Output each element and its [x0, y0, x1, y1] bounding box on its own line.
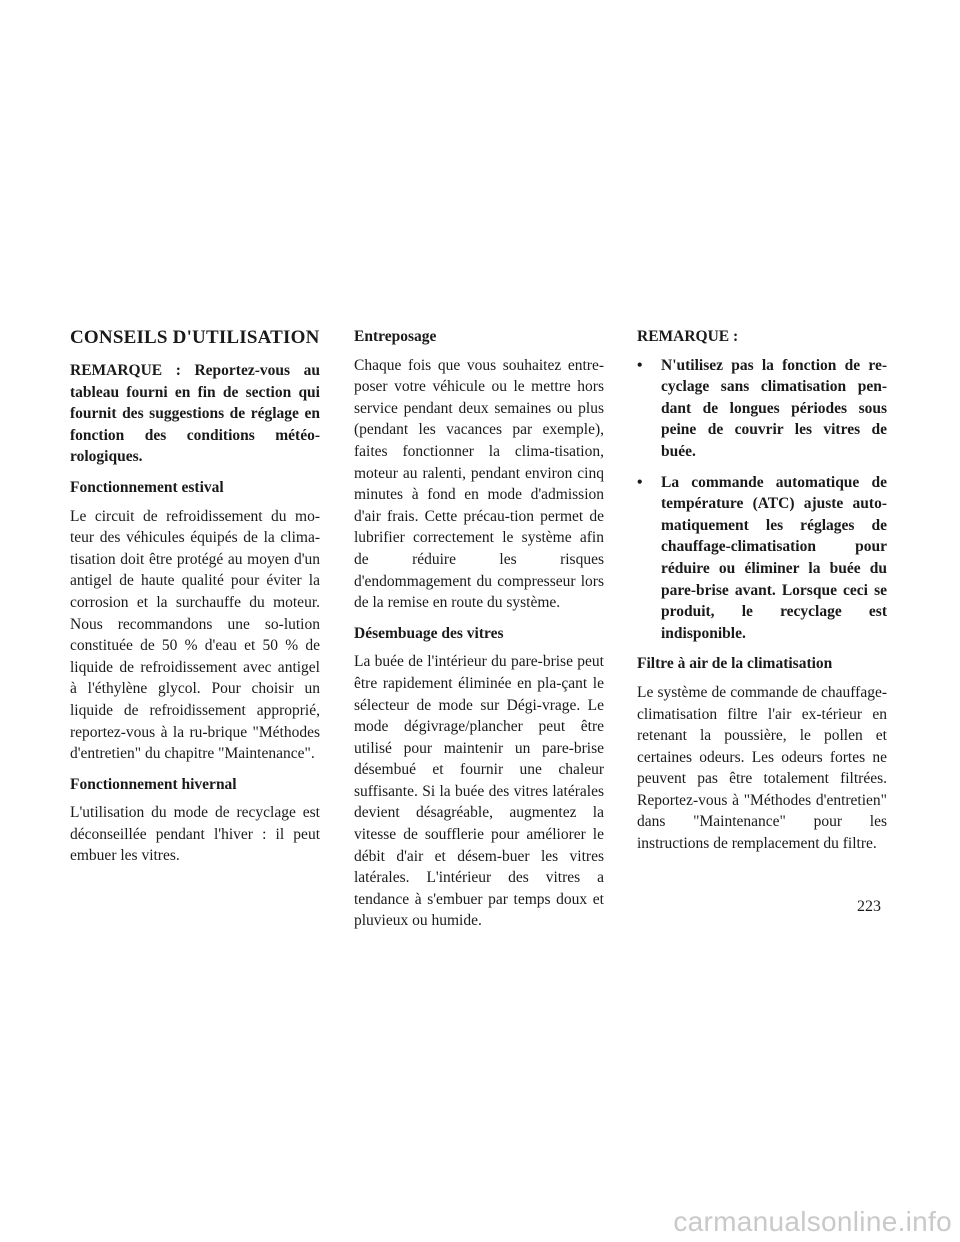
bullet-icon: •: [637, 356, 643, 374]
air-filter-heading: Filtre à air de la climatisation: [637, 655, 833, 673]
bullet-icon: •: [637, 473, 643, 491]
defogging-text: La buée de l'intérieur du pare-brise peut être rapidement éliminée en pla-çant le sélecteur de mode sur Dégi-vrage. Le mode dégivrage/plancher peut être utilisé pour maintenir un pare-brise désembué et fournir une chaleur suffisante. Si la buée des vitres latérales devient désagréable, augmentez la vitesse de soufflerie pour améliorer le débit d'air et désem-buer les vitres latérales. L'intérieur des vitres a tendance à s'embuer par temps doux et pluvieux ou humide.: [354, 653, 604, 930]
storage-heading: Entreposage: [354, 328, 437, 345]
summer-operation-heading: Fonctionnement estival: [70, 478, 224, 496]
winter-operation-heading: Fonctionnement hivernal: [70, 775, 237, 793]
bullet-text: La commande automatique de température (ATC) ajuste auto-matiquement les réglages de chauffage-climatisation pour réduire ou éliminer la buée du pare-brise avant. Lorsque ceci se produit, le recyclage est indisponible.: [661, 473, 887, 642]
winter-operation-text: L'utilisation du mode de recyclage est déconseillée pendant l'hiver : il peut embuer les vitres.: [70, 804, 320, 865]
list-item: [637, 472, 887, 645]
column-middle: [354, 326, 604, 941]
column-left: [70, 326, 320, 876]
remark-label: REMARQUE :: [637, 328, 739, 345]
list-item: [637, 355, 887, 463]
column-right: [637, 326, 887, 864]
remark-note: REMARQUE : Reportez-vous au tableau fourni en fin de section qui fournit des suggestions de réglage en fonction des conditions météo-rologiques.: [70, 362, 320, 466]
section-title: CONSEILS D'UTILISATION: [70, 327, 320, 348]
storage-text: Chaque fois que vous souhaitez entre-poser votre véhicule ou le mettre hors service pendant deux semaines ou plus (pendant les vacances par exemple), faites fonctionner la clima-tisation, moteur au ralenti, pendant environ cinq minutes à fond en mode d'admission d'air frais. Cette précau-tion permet de lubrifier correctement le système afin de réduire les risques d'endommagement du compresseur lors de la remise en route du système.: [354, 356, 604, 612]
summer-operation-text: Le circuit de refroidissement du mo-teur des véhicules équipés de la clima-tisation doit être protégé au moyen d'un antigel de haute qualité pour éviter la corrosion et la surchauffe du moteur. Nous recommandons une so-lution constituée de 50 % d'eau et 50 % de liquide de refroidissement avec antigel à l'éthylène glycol. Pour choisir un liquide de refroidissement approprié, reportez-vous à la ru-brique "Méthodes d'entretien" du chapitre "Maintenance".: [70, 507, 320, 763]
air-filter-text: Le système de commande de chauffage-climatisation filtre l'air ex-térieur en retenant la poussière, le pollen et certaines odeurs. Les odeurs fortes ne peuvent pas être totalement filtrées. Reportez-vous à "Méthodes d'entretien" dans "Maintenance" pour les instructions de remplacement du filtre.: [637, 683, 887, 853]
page-number: 223: [857, 898, 881, 915]
bullet-text: N'utilisez pas la fonction de re-cyclage sans climatisation pen-dant de longues périodes sous peine de couvrir les vitres de buée.: [661, 356, 887, 460]
defogging-heading: Désembuage des vitres: [354, 624, 504, 642]
watermark: carmanualsonline.info: [673, 1206, 952, 1237]
remark-bullet-list: [637, 355, 887, 645]
